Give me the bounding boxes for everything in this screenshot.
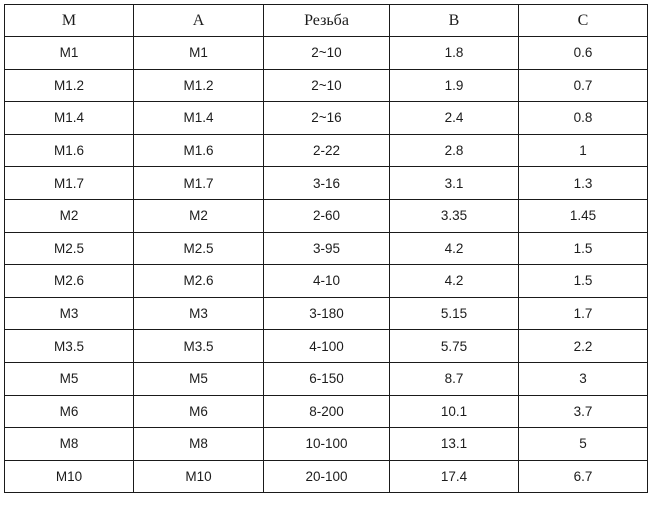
table-cell-m: M8 — [5, 428, 134, 461]
table-row — [5, 297, 648, 330]
table-cell-a: M2 — [134, 199, 264, 232]
column-header-m: M — [5, 5, 134, 37]
screw-dimension-table — [4, 4, 648, 493]
table-row — [5, 265, 648, 298]
table-cell-c: 5 — [519, 428, 648, 461]
table-cell-a: M3.5 — [134, 330, 264, 363]
table-cell-c: 0.7 — [519, 69, 648, 102]
table-cell-b: 2.4 — [390, 102, 519, 135]
table-row — [5, 102, 648, 135]
table-cell-c: 1.3 — [519, 167, 648, 200]
table-row — [5, 167, 648, 200]
table-cell-a: M5 — [134, 362, 264, 395]
column-header-c: C — [519, 5, 648, 37]
table-cell-b: 13.1 — [390, 428, 519, 461]
table-cell-m: M3.5 — [5, 330, 134, 363]
table-cell-b: 10.1 — [390, 395, 519, 428]
table-cell-b: 5.75 — [390, 330, 519, 363]
table-cell-thread: 3-180 — [264, 297, 390, 330]
table-cell-b: 1.8 — [390, 37, 519, 70]
table-cell-c: 0.6 — [519, 37, 648, 70]
table-row — [5, 428, 648, 461]
table-body — [5, 37, 648, 493]
table-row — [5, 199, 648, 232]
table-cell-thread: 4-100 — [264, 330, 390, 363]
table-cell-m: M10 — [5, 460, 134, 493]
table-cell-m: M1.2 — [5, 69, 134, 102]
table-cell-b: 17.4 — [390, 460, 519, 493]
table-cell-b: 2.8 — [390, 134, 519, 167]
table-cell-thread: 20-100 — [264, 460, 390, 493]
table-cell-m: M2.6 — [5, 265, 134, 298]
table-row — [5, 134, 648, 167]
table-cell-thread: 8-200 — [264, 395, 390, 428]
table-cell-b: 4.2 — [390, 265, 519, 298]
table-cell-c: 1.7 — [519, 297, 648, 330]
table-row — [5, 460, 648, 493]
table-cell-b: 1.9 — [390, 69, 519, 102]
table-cell-thread: 2~10 — [264, 69, 390, 102]
table-cell-c: 1.45 — [519, 199, 648, 232]
table-cell-a: M6 — [134, 395, 264, 428]
table-cell-c: 1.5 — [519, 265, 648, 298]
table-row — [5, 37, 648, 70]
table-cell-m: M6 — [5, 395, 134, 428]
table-cell-c: 3.7 — [519, 395, 648, 428]
table-cell-b: 4.2 — [390, 232, 519, 265]
table-cell-thread: 4-10 — [264, 265, 390, 298]
table-cell-m: M2 — [5, 199, 134, 232]
table-cell-m: M3 — [5, 297, 134, 330]
table-cell-c: 1.5 — [519, 232, 648, 265]
table-cell-a: M8 — [134, 428, 264, 461]
table-cell-m: M1.4 — [5, 102, 134, 135]
table-cell-m: M5 — [5, 362, 134, 395]
table-cell-thread: 3-95 — [264, 232, 390, 265]
table-cell-a: M10 — [134, 460, 264, 493]
table-cell-m: M1.7 — [5, 167, 134, 200]
table-cell-b: 5.15 — [390, 297, 519, 330]
table-row — [5, 232, 648, 265]
table-cell-b: 3.1 — [390, 167, 519, 200]
table-cell-a: M1.4 — [134, 102, 264, 135]
table-cell-a: M2.5 — [134, 232, 264, 265]
table-cell-thread: 2-60 — [264, 199, 390, 232]
column-header-b: B — [390, 5, 519, 37]
table-cell-a: M1.2 — [134, 69, 264, 102]
table-cell-c: 1 — [519, 134, 648, 167]
table-cell-a: M3 — [134, 297, 264, 330]
table-cell-thread: 3-16 — [264, 167, 390, 200]
spec-table-container — [4, 4, 647, 493]
table-cell-m: M1 — [5, 37, 134, 70]
table-cell-c: 3 — [519, 362, 648, 395]
table-cell-b: 3.35 — [390, 199, 519, 232]
table-cell-thread: 6-150 — [264, 362, 390, 395]
table-row — [5, 330, 648, 363]
table-cell-thread: 2~10 — [264, 37, 390, 70]
table-cell-m: M1.6 — [5, 134, 134, 167]
table-cell-thread: 10-100 — [264, 428, 390, 461]
table-cell-a: M1 — [134, 37, 264, 70]
header-row — [5, 5, 648, 37]
table-cell-c: 0.8 — [519, 102, 648, 135]
table-header — [5, 5, 648, 37]
table-cell-a: M1.7 — [134, 167, 264, 200]
table-cell-m: M2.5 — [5, 232, 134, 265]
table-cell-b: 8.7 — [390, 362, 519, 395]
table-cell-a: M1.6 — [134, 134, 264, 167]
table-cell-a: M2.6 — [134, 265, 264, 298]
table-cell-c: 6.7 — [519, 460, 648, 493]
table-cell-thread: 2~16 — [264, 102, 390, 135]
table-row — [5, 395, 648, 428]
table-row — [5, 362, 648, 395]
table-row — [5, 69, 648, 102]
table-cell-thread: 2-22 — [264, 134, 390, 167]
column-header-a: A — [134, 5, 264, 37]
column-header-thread: Резьба — [264, 5, 390, 37]
table-cell-c: 2.2 — [519, 330, 648, 363]
